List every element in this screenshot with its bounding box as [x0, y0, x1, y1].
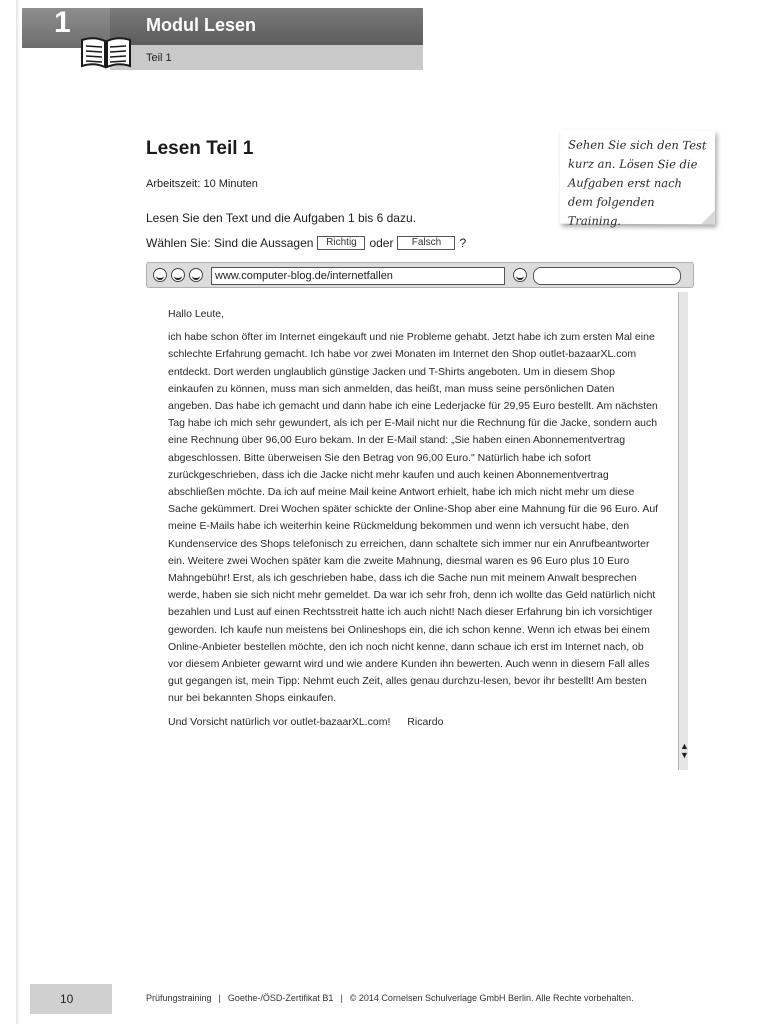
- reload-button-icon[interactable]: [189, 268, 203, 282]
- url-field[interactable]: www.computer-blog.de/internetfallen: [211, 267, 505, 285]
- scroll-arrows[interactable]: [680, 742, 689, 760]
- scrollbar[interactable]: [678, 292, 688, 770]
- instruction-read: Lesen Sie den Text und die Aufgaben 1 bis 6 dazu.: [146, 211, 416, 225]
- oder-text: oder: [369, 236, 394, 250]
- article-signature: Ricardo: [407, 715, 444, 728]
- page-number: 10: [60, 992, 74, 1006]
- article-body: ich habe schon öfter im Internet eingekauft und nie Probleme gehabt. Jetzt habe ich zum ersten Mal eine schlechte Erfahrung gemacht. Ich habe vor zwei Monaten im Internet den Shop outlet-bazaarXL.com entdeckt. Dort werden unglaublich günstige Jacken und T-Shirts angeboten. Um in diesem Shop einkaufen zu können, muss man sich anmelden, das heißt, man muss seine persönlichen Daten angeben. Das habe ich gemacht und dann habe ich eine Lederjacke für 29,95 Euro bestellt. Am nächsten Tag habe ich mich sehr gewundert, als ich per E-Mail nicht nur die Rechnung für die Jacke, sondern auch eine Rechnung über 96,00 Euro bekam. In der E-Mail stand: „Sie haben einen Abonnementvertrag abgeschlossen. Bitte überweisen Sie den Betrag von 96,00 Euro." Natürlich habe ich sofort zurückgeschrieben, dass ich die Jacke nicht mehr kaufen und auch keinen Abonnementvertrag abschließen möchte. Da ich auf meine Mail keine Antwort erhielt, habe ich mich nicht mehr um diese Sache gekümmert. Drei Wochen später schickte der Online-Shop aber eine Mahnung für die 96 Euro. Auf meine E-Mails habe ich weiterhin keine Rückmeldung bekommen und wenn ich versucht habe, den Kundenservice des Shops telefonisch zu erreichen, dann schaltete sich immer nur ein Anrufbeantworter ein. Weitere zwei Wochen später kam die zweite Mahnung, diesmal waren es 96 Euro plus 10 Euro Mahngebühr! Erst, als ich geschrieben habe, dass ich die Sache nun mit meinem Anwalt besprechen werde, haben sie sich nicht mehr gemeldet. Da war ich sehr froh, denn ich wollte das Geld natürlich nicht bezahlen und Lust auf einen Rechtsstreit hatte ich auch nicht! Nach dieser Erfahrung bin ich vorsichtiger geworden. Ich kaufe nun meistens bei Onlineshops ein, die ich schon kenne. Wenn ich etwas bei einem Online-Anbieter bestellen möchte, den ich noch nicht kenne, dann schaue ich erst im Internet nach, ob vor diesem Anbieter gewarnt wird und wie andere Kunden ihn bewerten. Auch wenn in diesem Fall alles gut gegangen ist, mein Tipp: Nehmt euch Zeit, alles genau durchzu-lesen, bevor ihr bestellt! Am besten nur bei bekannten Shops einkaufen.: [168, 331, 659, 705]
- search-field[interactable]: [533, 267, 681, 285]
- closing-text: Und Vorsicht natürlich vor outlet-bazaarXL.com!: [168, 715, 391, 728]
- question-mark: ?: [459, 236, 467, 250]
- article-greeting: Hallo Leute,: [168, 308, 225, 320]
- browser-toolbar: [146, 262, 694, 288]
- footer-exam: Goethe-/ÖSD-Zertifikat B1: [227, 993, 334, 1003]
- footer-book: Prüfungstraining: [146, 993, 212, 1003]
- forward-button-icon[interactable]: [171, 268, 185, 282]
- falsch-box: Falsch: [397, 236, 455, 250]
- part-subtitle: Teil 1: [146, 52, 172, 64]
- tip-note: [560, 130, 715, 228]
- blog-article: [168, 306, 660, 731]
- article-closing: [168, 714, 660, 731]
- instruction-choose: [146, 236, 466, 250]
- browser-window: [146, 262, 694, 772]
- section-title: Lesen Teil 1: [146, 138, 254, 159]
- page-edge-shadow: [16, 0, 20, 1024]
- instruction-choose-text: Wählen Sie: Sind die Aussagen: [146, 236, 314, 250]
- footer-separator: |: [218, 993, 221, 1003]
- scroll-down-icon[interactable]: ▼: [680, 750, 689, 760]
- richtig-box: Richtig: [317, 236, 365, 250]
- module-title: Modul Lesen: [146, 15, 257, 35]
- chapter-number: 1: [54, 6, 71, 39]
- footer-text: [146, 993, 634, 1003]
- back-button-icon[interactable]: [153, 268, 167, 282]
- footer-copyright: © 2014 Cornelsen Schulverlage GmbH Berlin. Alle Rechte vorbehalten.: [349, 993, 634, 1003]
- footer-separator: |: [340, 993, 343, 1003]
- tip-note-text: Sehen Sie sich den Test kurz an. Lösen Sie die Aufgaben erst nach dem folgenden Training.: [567, 137, 707, 228]
- scroll-up-icon[interactable]: ▲: [680, 741, 689, 751]
- open-book-icon: [80, 36, 132, 70]
- note-corner-fold: [701, 210, 715, 224]
- work-time: Arbeitszeit: 10 Minuten: [146, 178, 258, 190]
- go-button-icon[interactable]: [513, 268, 527, 282]
